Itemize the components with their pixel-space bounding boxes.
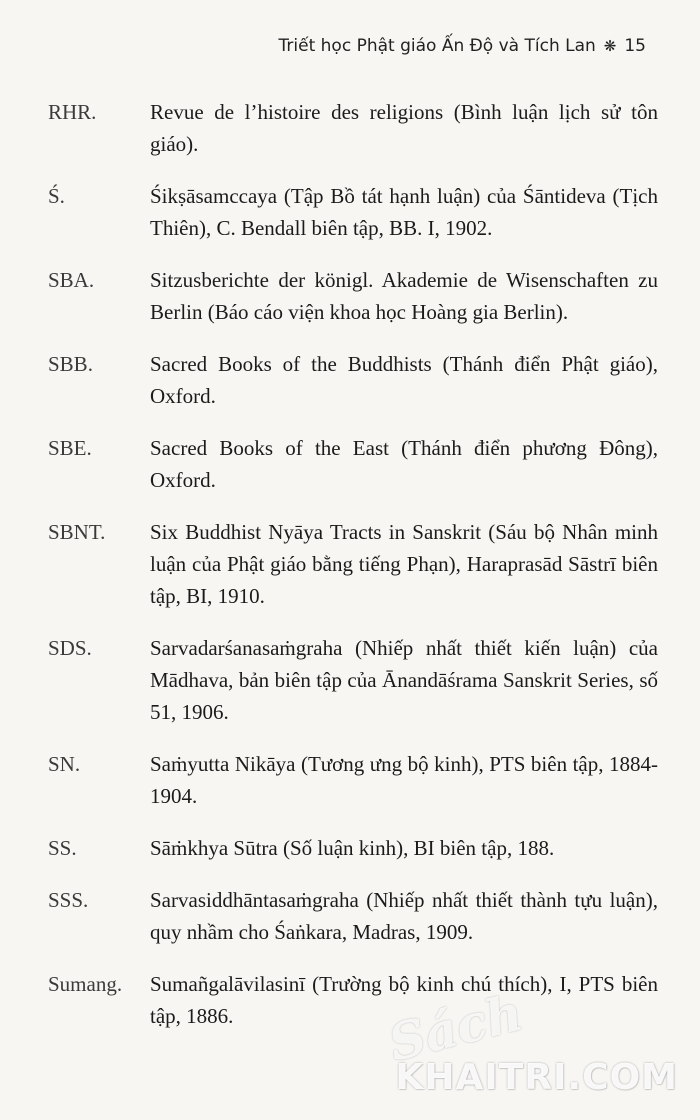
abbreviation-entry [48,748,658,812]
abbreviation-entry [48,96,658,160]
abbreviation-description: Saṁyutta Nikāya (Tương ưng bộ kinh), PTS biên tập, 1884-1904. [150,752,658,808]
abbreviation-description: Sacred Books of the Buddhists (Thánh điển Phật giáo), Oxford. [150,352,658,408]
abbreviation-entry [48,516,658,612]
abbreviation-entry [48,180,658,244]
abbreviation-list [48,96,658,1052]
header-title: Triết học Phật giáo Ấn Độ và Tích Lan [278,36,596,56]
abbreviation-term: SBE. [48,436,92,460]
abbreviation-description: Six Buddhist Nyāya Tracts in Sanskrit (Sáu bộ Nhân minh luận của Phật giáo bằng tiếng Phạn), Haraprasād Sāstrī biên tập, BI, 1910. [150,520,658,608]
abbreviation-entry [48,348,658,412]
header-separator-icon: ❋ [603,37,617,55]
watermark-script-text: Sách [382,982,529,1073]
abbreviation-description: Sāṁkhya Sūtra (Số luận kinh), BI biên tập, 188. [150,836,555,860]
abbreviation-description: Sarvadarśanasaṁgraha (Nhiếp nhất thiết kiến luận) của Mādhava, bản biên tập của Ānandāśrama Sanskrit Series, số 51, 1906. [150,636,658,724]
abbreviation-description: Sumañgalāvilasinī (Trường bộ kinh chú thích), I, PTS biên tập, 1886. [150,972,658,1028]
abbreviation-description: Sarvasiddhāntasaṁgraha (Nhiếp nhất thiết thành tựu luận), quy nhầm cho Śaṅkara, Madras, 1909. [150,888,658,944]
abbreviation-term: SN. [48,752,81,776]
abbreviation-description: Revue de l’histoire des religions (Bình luận lịch sử tôn giáo). [150,100,658,156]
abbreviation-term: Ś. [48,184,65,208]
abbreviation-term: SBNT. [48,520,106,544]
running-header [279,36,646,56]
abbreviation-term: Sumang. [48,972,123,996]
abbreviation-entry [48,884,658,948]
abbreviation-term: SDS. [48,636,92,660]
abbreviation-description: Śikṣāsamccaya (Tập Bồ tát hạnh luận) của Śāntideva (Tịch Thiên), C. Bendall biên tập, BB. I, 1902. [150,184,658,240]
abbreviation-term: SBB. [48,352,93,376]
abbreviation-description: Sacred Books of the East (Thánh điển phương Đông), Oxford. [150,436,658,492]
abbreviation-term: SSS. [48,888,89,912]
abbreviation-term: SS. [48,836,77,860]
abbreviation-entry [48,432,658,496]
abbreviation-entry [48,632,658,728]
watermark-brand-text: KHAITRI.COM [395,1057,678,1098]
abbreviation-description: Sitzusberichte der königl. Akademie de Wisenschaften zu Berlin (Báo cáo viện khoa học Hoàng gia Berlin). [150,268,658,324]
abbreviation-term: SBA. [48,268,95,292]
abbreviation-entry [48,264,658,328]
page-number: 15 [624,36,646,56]
abbreviation-entry [48,832,658,864]
abbreviation-term: RHR. [48,100,97,124]
